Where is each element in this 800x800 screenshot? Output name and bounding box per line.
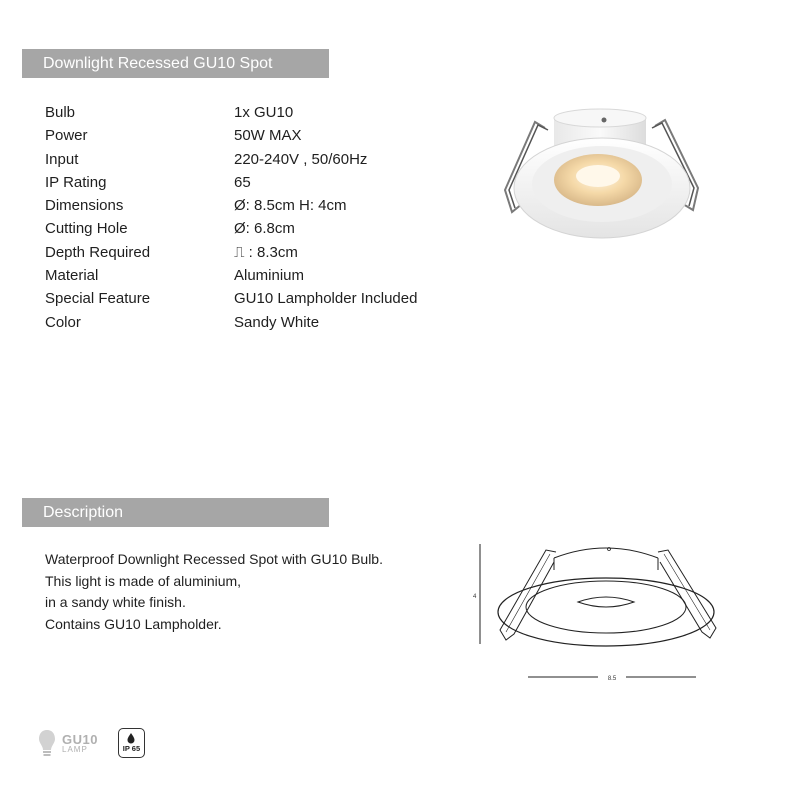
spec-value: Ø: 6.8cm bbox=[234, 220, 295, 238]
spec-row-dimensions bbox=[45, 197, 417, 220]
width-dimension-label: 8.5 bbox=[607, 676, 617, 682]
spec-label: Color bbox=[45, 313, 81, 331]
spec-label: Dimensions bbox=[45, 197, 124, 215]
ip-rating-label: IP 65 bbox=[122, 744, 141, 753]
description-line: Waterproof Downlight Recessed Spot with GU10 Bulb. bbox=[45, 551, 383, 567]
spec-row-ip-rating bbox=[45, 174, 417, 197]
description-header: Description bbox=[22, 498, 329, 527]
spec-row-bulb bbox=[45, 104, 417, 127]
water-drop-icon bbox=[119, 732, 143, 744]
gu10-lamp-badge bbox=[38, 728, 98, 758]
spec-label: Material bbox=[45, 267, 99, 285]
lamp-label: LAMP bbox=[62, 744, 88, 754]
badges bbox=[38, 728, 145, 758]
spec-row-depth-required bbox=[45, 244, 417, 267]
spec-label: IP Rating bbox=[45, 173, 107, 191]
spec-value: 65 bbox=[234, 173, 251, 191]
spec-row-special-feature bbox=[45, 290, 417, 313]
spec-value: 1x GU10 bbox=[234, 104, 294, 121]
spec-value: Aluminium bbox=[234, 267, 305, 285]
spec-label: Depth Required bbox=[45, 243, 151, 261]
description-text bbox=[45, 549, 383, 635]
spec-label: Cutting Hole bbox=[45, 220, 128, 238]
description-line: This light is made of aluminium, bbox=[45, 572, 242, 589]
spec-value: GU10 Lampholder Included bbox=[234, 290, 418, 308]
spec-row-color bbox=[45, 314, 417, 337]
gu10-label: GU10 bbox=[62, 731, 98, 747]
spec-row-cutting-hole bbox=[45, 220, 417, 243]
specs-header: Downlight Recessed GU10 Spot bbox=[22, 49, 329, 78]
spec-value: 50W MAX bbox=[234, 127, 302, 145]
height-dimension-label: 4 bbox=[473, 594, 477, 600]
spec-row-power bbox=[45, 127, 417, 150]
spec-value: ⎍ : 8.3cm bbox=[234, 243, 298, 261]
ip65-badge bbox=[118, 728, 145, 758]
technical-drawing bbox=[470, 540, 730, 690]
description-line: in a sandy white finish. bbox=[45, 594, 186, 611]
product-image bbox=[490, 100, 710, 250]
spec-value: Ø: 8.5cm H: 4cm bbox=[234, 197, 347, 215]
bulb-icon bbox=[38, 728, 56, 758]
spec-label: Bulb bbox=[45, 104, 76, 121]
spec-label: Special Feature bbox=[45, 290, 151, 308]
specs-table bbox=[45, 104, 417, 337]
spec-label: Power bbox=[45, 127, 88, 145]
spec-value: Sandy White bbox=[234, 313, 320, 331]
description-line: Contains GU10 Lampholder. bbox=[45, 615, 222, 632]
spec-row-input bbox=[45, 151, 417, 174]
spec-label: Input bbox=[45, 150, 79, 168]
spec-value: 220-240V , 50/60Hz bbox=[234, 150, 368, 168]
spec-row-material bbox=[45, 267, 417, 290]
